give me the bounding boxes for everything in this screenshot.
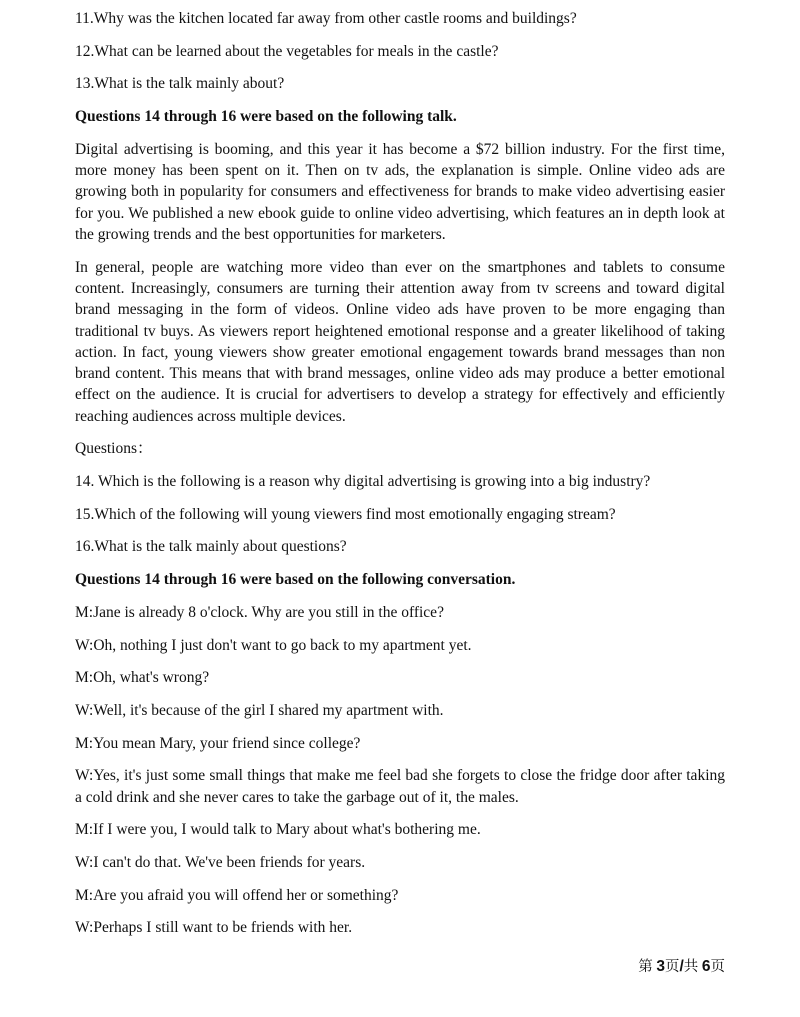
question-16: 16.What is the talk mainly about questions? <box>75 538 347 556</box>
footer-separator: / <box>679 958 684 975</box>
dialogue-line-4: W:Well, it's because of the girl I shared my apartment with. <box>75 701 444 719</box>
question-15: 15.Which of the following will young viewers find most emotionally engaging stream? <box>75 505 616 523</box>
dialogue-line-10: W:Perhaps I still want to be friends with her. <box>75 919 353 937</box>
talk-paragraph-1: Digital advertising is booming, and this year it has become a $72 billion industry. For the first time, more money has been spent on it. Then on tv ads, the explanation is simple. Online video ads are growing both in popularity for consumers and effectiveness for brands to make video advertising easier for you. We published a new ebook guide to online video advertising, which features an in depth look at the growing trends and the best opportunities for marketers. <box>75 140 725 243</box>
question-12: 12.What can be learned about the vegetables for meals in the castle? <box>75 42 499 60</box>
footer-total-page-number: 6 <box>701 958 711 975</box>
dialogue-line-1: M:Jane is already 8 o'clock. Why are you still in the office? <box>75 603 444 621</box>
dialogue-line-3: M:Oh, what's wrong? <box>75 669 210 687</box>
section-heading-talk: Questions 14 through 16 were based on the following talk. <box>75 108 457 126</box>
footer-page-prefix: 第 <box>638 959 657 975</box>
questions-label: Questions： <box>75 440 153 458</box>
footer-total-char: 页 <box>710 959 725 975</box>
section-heading-conversation: Questions 14 through 16 were based on the following conversation. <box>75 571 516 589</box>
footer-page-char: 页 <box>664 959 680 975</box>
question-14: 14. Which is the following is a reason why digital advertising is growing into a big industry? <box>75 473 651 491</box>
dialogue-line-6: W:Yes, it's just some small things that make me feel bad she forgets to close the fridge door after taking a cold drink and she never cares to take the garbage out of it, the males. <box>75 767 725 806</box>
dialogue-line-2: W:Oh, nothing I just don't want to go back to my apartment yet. <box>75 636 472 654</box>
footer-current-page-number: 3 <box>656 958 665 975</box>
question-13: 13.What is the talk mainly about? <box>75 75 285 93</box>
dialogue-line-7: M:If I were you, I would talk to Mary about what's bothering me. <box>75 821 481 839</box>
dialogue-line-8: W:I can't do that. We've been friends for years. <box>75 853 366 871</box>
footer-total-prefix: 共 <box>683 959 702 975</box>
question-11: 11.Why was the kitchen located far away from other castle rooms and buildings? <box>75 10 577 27</box>
page-footer <box>638 957 725 977</box>
dialogue-line-9: M:Are you afraid you will offend her or something? <box>75 886 399 904</box>
talk-paragraph-2: In general, people are watching more video than ever on the smartphones and tablets to consume content. Increasingly, consumers are turning their attention away from tv screens and toward digital brand messaging in the form of videos. Online video ads have proven to be more engaging than traditional tv buys. As viewers report heightened emotional response and a greater likelihood of taking action. In fact, young viewers show greater emotional engagement towards brand messages than non brand content. This means that with brand messages, online video ads may produce a better emotional effect on the audience. It is crucial for advertisers to develop a strategy for effectively and efficiently reaching audiences across multiple devices. <box>75 258 725 425</box>
dialogue-line-5: M:You mean Mary, your friend since college? <box>75 734 361 752</box>
